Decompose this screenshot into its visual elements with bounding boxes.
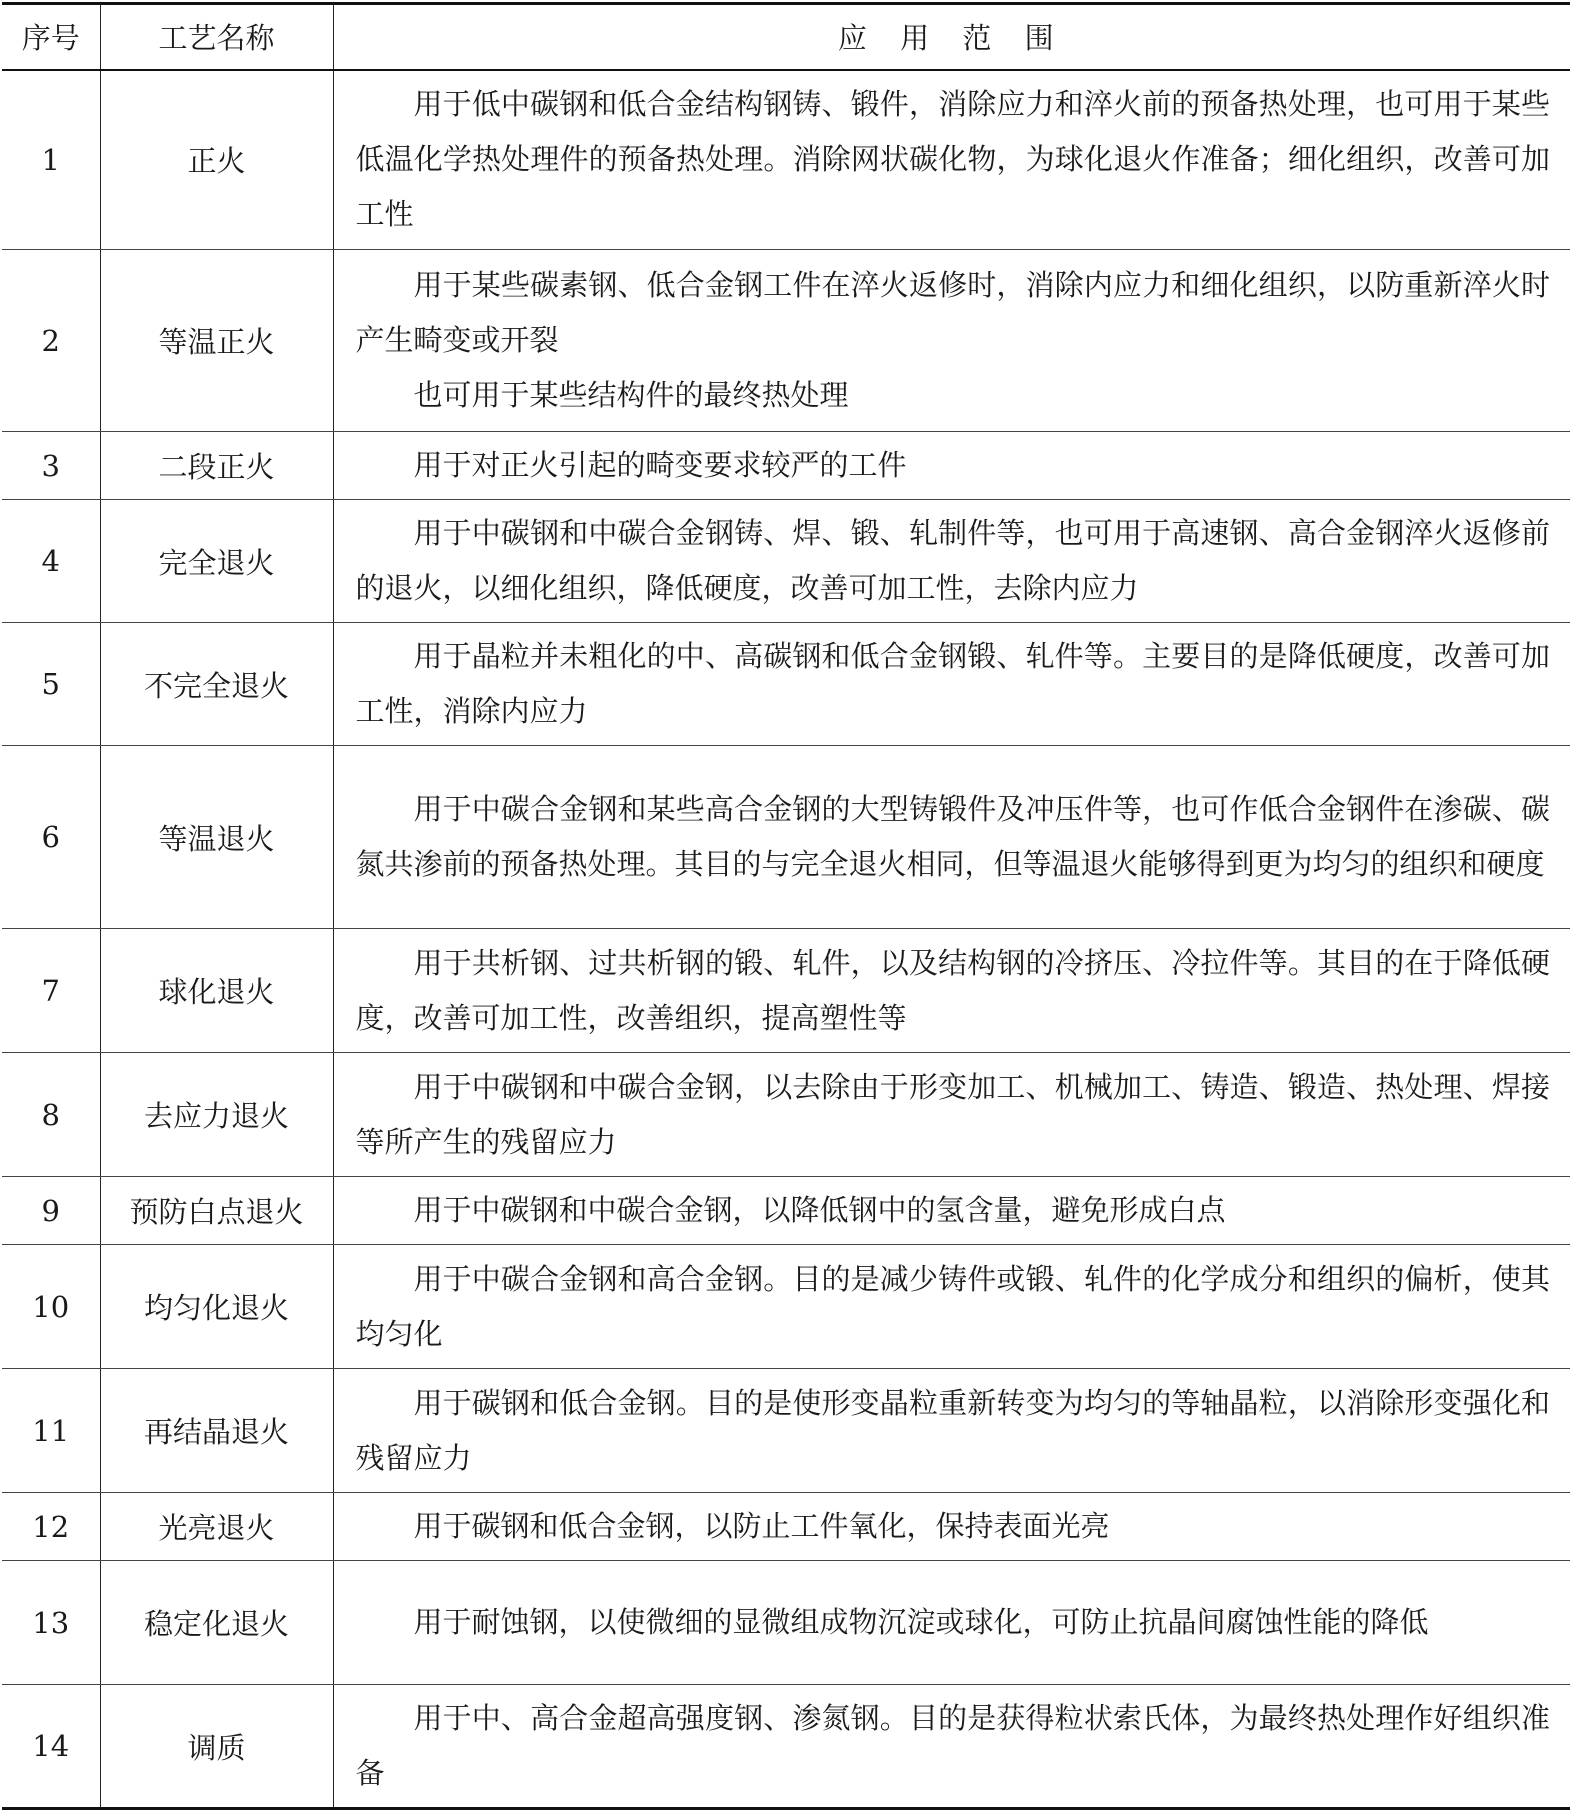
table-header <box>2 4 1570 70</box>
scope-paragraph: 用于碳钢和低合金钢。目的是使形变晶粒重新转变为均匀的等轴晶粒，以消除形变强化和残留应力 <box>355 1385 1550 1475</box>
row-process-name: 稳定化退火 <box>100 1561 333 1685</box>
table-row <box>2 1685 1570 1809</box>
table-row <box>2 746 1570 929</box>
row-process-name: 预防白点退火 <box>100 1177 333 1245</box>
row-application-scope <box>333 746 1570 929</box>
scope-paragraph: 用于中、高合金超高强度钢、渗氮钢。目的是获得粒状索氏体，为最终热处理作好组织准备 <box>355 1701 1550 1790</box>
row-process-name: 去应力退火 <box>100 1053 333 1177</box>
scope-paragraph: 用于耐蚀钢，以使微细的显微组成物沉淀或球化，可防止抗晶间腐蚀性能的降低 <box>413 1605 1429 1639</box>
row-serial-number: 7 <box>2 929 100 1053</box>
header-row <box>2 4 1570 70</box>
row-serial-number: 12 <box>2 1493 100 1561</box>
row-application-scope <box>333 929 1570 1053</box>
table-row <box>2 70 1570 250</box>
header-application-scope: 应 用 范 围 <box>333 4 1570 70</box>
scope-paragraph: 用于中碳钢和中碳合金钢，以降低钢中的氢含量，避免形成白点 <box>413 1193 1226 1227</box>
row-process-name: 完全退火 <box>100 500 333 623</box>
table-row <box>2 1561 1570 1685</box>
scope-paragraph: 也可用于某些结构件的最终热处理 <box>413 378 849 412</box>
scope-paragraph: 用于低中碳钢和低合金结构钢铸、锻件，消除应力和淬火前的预备热处理，也可用于某些低温化学热处理件的预备热处理。消除网状碳化物，为球化退火作准备；细化组织，改善可加工性 <box>355 87 1550 232</box>
table-row <box>2 1177 1570 1245</box>
scope-paragraph: 用于共析钢、过共析钢的锻、轧件，以及结构钢的冷挤压、冷拉件等。其目的在于降低硬度，改善可加工性，改善组织，提高塑性等 <box>355 945 1550 1035</box>
row-application-scope <box>333 623 1570 746</box>
row-process-name: 等温退火 <box>100 746 333 929</box>
row-application-scope <box>333 1685 1570 1809</box>
row-process-name: 不完全退火 <box>100 623 333 746</box>
row-process-name: 二段正火 <box>100 432 333 500</box>
table-row <box>2 500 1570 623</box>
row-serial-number: 9 <box>2 1177 100 1245</box>
row-application-scope <box>333 1177 1570 1245</box>
row-process-name: 等温正火 <box>100 250 333 432</box>
table-row <box>2 432 1570 500</box>
row-process-name: 球化退火 <box>100 929 333 1053</box>
row-process-name: 再结晶退火 <box>100 1369 333 1493</box>
heat-treatment-process-table <box>2 2 1570 1810</box>
table-row <box>2 250 1570 432</box>
row-serial-number: 2 <box>2 250 100 432</box>
table-body <box>2 70 1570 1809</box>
row-serial-number: 13 <box>2 1561 100 1685</box>
row-application-scope <box>333 1053 1570 1177</box>
row-serial-number: 14 <box>2 1685 100 1809</box>
row-process-name: 光亮退火 <box>100 1493 333 1561</box>
row-application-scope <box>333 250 1570 432</box>
row-process-name: 均匀化退火 <box>100 1245 333 1369</box>
scope-paragraph: 用于某些碳素钢、低合金钢工件在淬火返修时，消除内应力和细化组织，以防重新淬火时产生畸变或开裂 <box>355 268 1550 357</box>
process-table-container <box>2 2 1570 1810</box>
row-application-scope <box>333 1369 1570 1493</box>
row-process-name: 调质 <box>100 1685 333 1809</box>
table-row <box>2 623 1570 746</box>
row-process-name: 正火 <box>100 70 333 250</box>
scope-paragraph: 用于中碳钢和中碳合金钢，以去除由于形变加工、机械加工、铸造、锻造、热处理、焊接等所产生的残留应力 <box>355 1069 1550 1159</box>
row-application-scope <box>333 1561 1570 1685</box>
row-serial-number: 10 <box>2 1245 100 1369</box>
table-row <box>2 1245 1570 1369</box>
row-serial-number: 3 <box>2 432 100 500</box>
scope-paragraph: 用于中碳合金钢和某些高合金钢的大型铸锻件及冲压件等，也可作低合金钢件在渗碳、碳氮共渗前的预备热处理。其目的与完全退火相同，但等温退火能够得到更为均匀的组织和硬度 <box>355 792 1550 881</box>
row-serial-number: 6 <box>2 746 100 929</box>
table-row <box>2 1369 1570 1493</box>
header-serial-number: 序号 <box>2 4 100 70</box>
table-row <box>2 1053 1570 1177</box>
row-application-scope <box>333 1245 1570 1369</box>
scope-paragraph: 用于晶粒并未粗化的中、高碳钢和低合金钢锻、轧件等。主要目的是降低硬度，改善可加工性，消除内应力 <box>355 639 1550 728</box>
scope-paragraph: 用于中碳合金钢和高合金钢。目的是减少铸件或锻、轧件的化学成分和组织的偏析，使其均匀化 <box>355 1261 1550 1351</box>
scope-paragraph: 用于中碳钢和中碳合金钢铸、焊、锻、轧制件等，也可用于高速钢、高合金钢淬火返修前的退火，以细化组织，降低硬度，改善可加工性，去除内应力 <box>355 516 1550 605</box>
row-serial-number: 11 <box>2 1369 100 1493</box>
row-serial-number: 5 <box>2 623 100 746</box>
scope-paragraph: 用于对正火引起的畸变要求较严的工件 <box>413 448 907 482</box>
row-application-scope <box>333 70 1570 250</box>
row-serial-number: 4 <box>2 500 100 623</box>
row-application-scope <box>333 432 1570 500</box>
table-row <box>2 929 1570 1053</box>
scope-paragraph: 用于碳钢和低合金钢，以防止工件氧化，保持表面光亮 <box>413 1509 1110 1543</box>
row-application-scope <box>333 500 1570 623</box>
table-row <box>2 1493 1570 1561</box>
row-serial-number: 1 <box>2 70 100 250</box>
row-application-scope <box>333 1493 1570 1561</box>
header-process-name: 工艺名称 <box>100 4 333 70</box>
row-serial-number: 8 <box>2 1053 100 1177</box>
